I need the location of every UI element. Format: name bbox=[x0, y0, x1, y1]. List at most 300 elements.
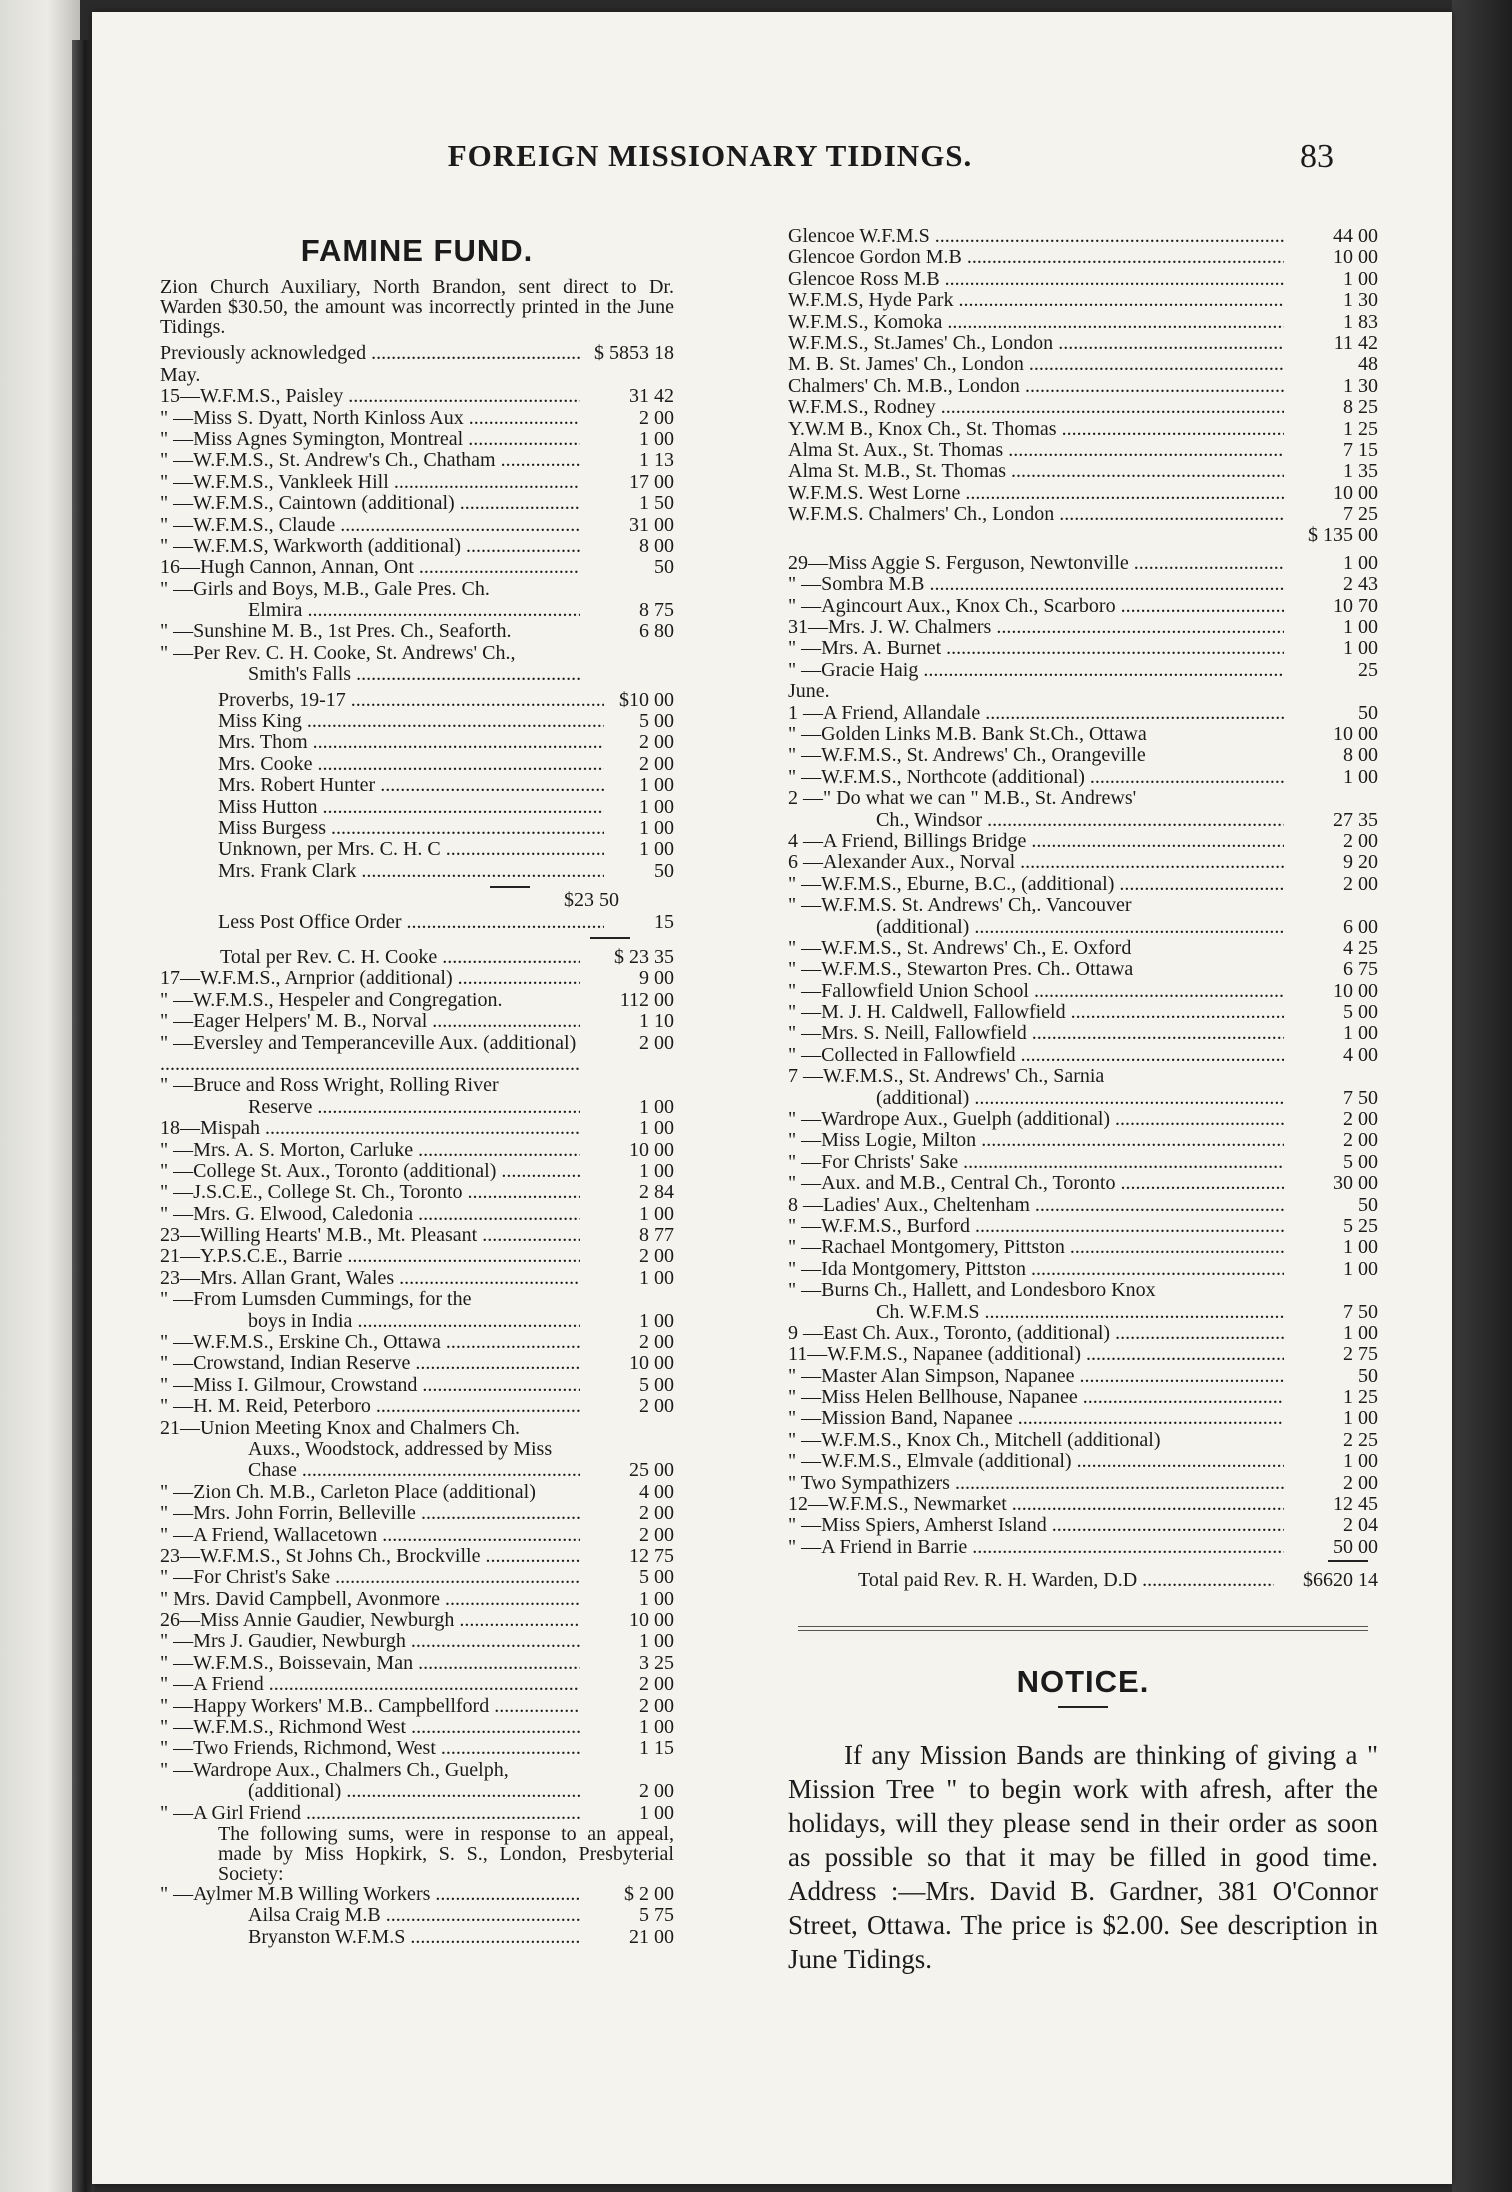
notice-title: NOTICE. bbox=[1016, 1663, 1150, 1699]
ledger-entry bbox=[160, 1439, 674, 1460]
entry-label: " —Bruce and Ross Wright, Rolling River bbox=[160, 1075, 499, 1097]
entry-label: Previously acknowledged ..... bbox=[160, 343, 580, 364]
entry-label: Chalmers' Ch. M.B., London ..... bbox=[788, 376, 1284, 397]
entry-amount: 2 04 bbox=[1343, 1514, 1378, 1537]
entry-label: Miss Hutton ..... bbox=[218, 797, 604, 818]
left-column bbox=[160, 233, 674, 1948]
entry-label: W.F.M.S, Hyde Park ..... bbox=[788, 290, 1284, 311]
entry-amount: 2 84 bbox=[639, 1181, 674, 1204]
ledger-entry bbox=[160, 450, 674, 471]
ledger-entry bbox=[160, 1418, 674, 1439]
entry-label: " —Eversley and Temperanceville Aux. (additional) ..... bbox=[160, 1033, 580, 1076]
ledger-entry bbox=[160, 1289, 674, 1310]
entry-amount: 10 00 bbox=[629, 1609, 674, 1632]
ledger-entry bbox=[788, 269, 1378, 290]
ledger-entry bbox=[160, 621, 674, 642]
entry-amount: 6 00 bbox=[1343, 915, 1378, 938]
entry-amount: 50 bbox=[1358, 1364, 1378, 1387]
book-gutter bbox=[72, 40, 94, 2192]
entry-amount: 9 00 bbox=[639, 967, 674, 990]
entry-label: " —W.F.M.S., Claude ..... bbox=[160, 515, 580, 536]
entry-amount: $ 2 00 bbox=[624, 1883, 674, 1905]
entry-amount: 5 25 bbox=[1343, 1214, 1378, 1237]
entry-amount: 1 00 bbox=[639, 1095, 674, 1118]
ledger-entry bbox=[160, 1225, 674, 1246]
entry-amount: 8 00 bbox=[1343, 744, 1378, 767]
ledger-entry bbox=[788, 1023, 1378, 1044]
entry-amount: 11 42 bbox=[1333, 331, 1378, 354]
ledger-entry bbox=[788, 617, 1378, 638]
ledger-entry bbox=[788, 333, 1378, 354]
entry-amount: 50 00 bbox=[1333, 1535, 1378, 1558]
entry-label: Proverbs, 19-17 ..... bbox=[218, 690, 604, 711]
entry-amount: 6 80 bbox=[639, 620, 674, 643]
ledger-entry bbox=[788, 1216, 1378, 1237]
ledger-entry bbox=[160, 1546, 674, 1567]
ledger-entry bbox=[160, 1268, 674, 1289]
ledger-entry bbox=[160, 797, 674, 818]
entry-label: " —W.F.M.S., Erskine Ch., Ottawa ..... bbox=[160, 1332, 580, 1353]
entry-amount: 1 00 bbox=[639, 1630, 674, 1653]
entry-amount: 1 00 bbox=[639, 817, 674, 839]
ledger-entry bbox=[788, 376, 1378, 397]
entry-amount: 12 75 bbox=[629, 1544, 674, 1567]
entry-label: " —Crowstand, Indian Reserve ..... bbox=[160, 1353, 580, 1374]
entry-label: Glencoe Gordon M.B ..... bbox=[788, 247, 1284, 268]
entry-amount: 1 00 bbox=[639, 1801, 674, 1824]
entry-label: " —Miss Logie, Milton ..... bbox=[788, 1130, 1284, 1151]
entry-label: " —Per Rev. C. H. Cooke, St. Andrews' Ch., bbox=[160, 642, 516, 664]
entry-amount: 30 00 bbox=[1333, 1172, 1378, 1195]
entry-label: " —Happy Workers' M.B.. Campbellford ..... bbox=[160, 1696, 580, 1717]
entry-amount: 5 00 bbox=[639, 1566, 674, 1589]
ledger-entry bbox=[788, 419, 1378, 440]
june-heading: June. bbox=[788, 680, 830, 703]
ledger-entry bbox=[788, 1537, 1378, 1558]
entry-label: " —Mrs. G. Elwood, Caledonia ..... bbox=[160, 1204, 580, 1225]
entry-label: " —W.F.M.S., Richmond West ..... bbox=[160, 1717, 580, 1738]
entry-amount: 2 00 bbox=[1343, 1129, 1378, 1152]
book-cover-edge bbox=[1452, 0, 1512, 2192]
ledger-entry bbox=[788, 981, 1378, 1002]
entry-label: " —W.F.M.S., Knox Ch., Mitchell (additional) bbox=[788, 1429, 1161, 1451]
ledger-entry bbox=[788, 1109, 1378, 1130]
appeal-total-row bbox=[788, 525, 1378, 546]
ledger-entry bbox=[160, 557, 674, 578]
may-entries-end bbox=[788, 553, 1378, 681]
entry-amount: 1 00 bbox=[1343, 1450, 1378, 1473]
entry-label: Auxs., Woodstock, addressed by Miss bbox=[248, 1438, 553, 1460]
entry-amount: 50 bbox=[1358, 1193, 1378, 1216]
entry-amount: 1 00 bbox=[639, 1716, 674, 1739]
entry-label: Glencoe Ross M.B ..... bbox=[788, 269, 1284, 290]
ledger-entry bbox=[160, 1631, 674, 1652]
entry-label: (additional) ..... bbox=[248, 1781, 580, 1802]
ledger-entry bbox=[160, 472, 674, 493]
ledger-entry bbox=[160, 1375, 674, 1396]
entry-label: " —W.F.M.S., St. Andrews' Ch., E. Oxford bbox=[788, 937, 1132, 959]
entry-label: 4 —A Friend, Billings Bridge ..... bbox=[788, 831, 1284, 852]
entry-amount: 1 15 bbox=[639, 1737, 674, 1760]
entry-amount: 1 00 bbox=[639, 795, 674, 818]
notice-body: If any Mission Bands are thinking of giving a " Mission Tree " to begin work with afresh, after the holidays, will they please send in their order as soon as possible so that it may be filled in good time. Address :—Mrs. David B. Gardner, 381 O'Connor Street, Ottawa. The price is $2.00. See description in June Tidings. bbox=[788, 1740, 1378, 1975]
entry-amount: 1 00 bbox=[639, 427, 674, 450]
ledger-entry bbox=[160, 1884, 674, 1905]
ledger-entry bbox=[788, 1002, 1378, 1023]
entry-label: Mrs. Thom ..... bbox=[218, 732, 604, 753]
entry-label: " —W.F.M.S., Eburne, B.C., (additional) ..... bbox=[788, 874, 1284, 895]
ledger-entry bbox=[160, 1118, 674, 1139]
entry-label: " —W.F.M.S., Stewarton Pres. Ch.. Ottawa bbox=[788, 959, 1134, 981]
ledger-entry bbox=[160, 600, 674, 621]
entry-label: 29—Miss Aggie S. Ferguson, Newtonville ..... bbox=[788, 553, 1284, 574]
entry-amount: 2 00 bbox=[1343, 1108, 1378, 1131]
ledger-entry bbox=[788, 1323, 1378, 1344]
ledger-entry bbox=[160, 1033, 674, 1076]
cooke-subtotal: $23 50 bbox=[564, 889, 619, 912]
ledger-entry bbox=[160, 1674, 674, 1695]
entry-label: 8 —Ladies' Aux., Cheltenham ..... bbox=[788, 1195, 1284, 1216]
entry-amount: 1 00 bbox=[1343, 1321, 1378, 1344]
ledger-entry bbox=[160, 515, 674, 536]
entry-amount: 31 00 bbox=[629, 513, 674, 536]
ledger-entry bbox=[788, 247, 1378, 268]
entry-label: " —J.S.C.E., College St. Ch., Toronto ..... bbox=[160, 1182, 580, 1203]
entry-amount: 50 bbox=[1358, 701, 1378, 724]
entry-label: " —Sunshine M. B., 1st Pres. Ch., Seaforth. bbox=[160, 621, 512, 643]
previously-acknowledged-row bbox=[160, 343, 674, 364]
entry-label: " —Rachael Montgomery, Pittston ..... bbox=[788, 1237, 1284, 1258]
ledger-entry bbox=[160, 1246, 674, 1267]
ledger-entry bbox=[788, 504, 1378, 525]
entry-label: Mrs. Robert Hunter ..... bbox=[218, 775, 604, 796]
ledger-entry bbox=[788, 397, 1378, 418]
entry-amount: 1 00 bbox=[1343, 1022, 1378, 1045]
entry-label: 6 —Alexander Aux., Norval ..... bbox=[788, 852, 1284, 873]
ledger-entry bbox=[788, 553, 1378, 574]
entry-amount: 1 00 bbox=[1343, 1257, 1378, 1280]
ledger-entry bbox=[160, 1161, 674, 1182]
entry-amount: 2 00 bbox=[639, 752, 674, 775]
entry-amount: 7 25 bbox=[1343, 503, 1378, 526]
subtotal-rule bbox=[490, 886, 530, 888]
ledger-entry bbox=[788, 290, 1378, 311]
entry-amount: 10 70 bbox=[1333, 594, 1378, 617]
entry-label: " —Master Alan Simpson, Napanee ..... bbox=[788, 1366, 1284, 1387]
entry-label: " —Miss I. Gilmour, Crowstand ..... bbox=[160, 1375, 580, 1396]
entry-amount: 1 00 bbox=[639, 838, 674, 861]
entry-amount: 2 25 bbox=[1343, 1428, 1378, 1451]
entry-amount: 1 00 bbox=[1343, 1236, 1378, 1259]
ledger-entry bbox=[788, 440, 1378, 461]
ledger-entry bbox=[160, 732, 674, 753]
entry-label: " —Girls and Boys, M.B., Gale Pres. Ch. bbox=[160, 578, 490, 600]
entry-amount: 2 00 bbox=[639, 731, 674, 754]
entry-amount: 1 25 bbox=[1343, 417, 1378, 440]
entry-label: Ch. W.F.M.S ..... bbox=[876, 1302, 1284, 1323]
may-entries bbox=[160, 386, 674, 685]
ledger-entry bbox=[788, 810, 1378, 831]
entry-label: 31—Mrs. J. W. Chalmers ..... bbox=[788, 617, 1284, 638]
entry-amount: $10 00 bbox=[619, 688, 674, 711]
ledger-entry bbox=[160, 1927, 674, 1948]
total-cooke-row: Total per Rev. C. H. Cooke ..... $ 23 35 bbox=[160, 947, 674, 968]
ledger-entry bbox=[160, 643, 674, 664]
ledger-entry bbox=[160, 408, 674, 429]
ledger-entry bbox=[160, 1610, 674, 1631]
entry-label: " —W.F.M.S., St. Andrew's Ch., Chatham ..... bbox=[160, 450, 580, 471]
entry-amount: 2 43 bbox=[1343, 573, 1378, 596]
entry-label: 23—Mrs. Allan Grant, Wales ..... bbox=[160, 1268, 580, 1289]
entry-amount: 50 bbox=[654, 859, 674, 882]
ledger-entry bbox=[788, 767, 1378, 788]
entry-label: " —W.F.M.S., Vankleek Hill ..... bbox=[160, 472, 580, 493]
ledger-entry bbox=[160, 1589, 674, 1610]
ledger-entry bbox=[160, 1482, 674, 1503]
ledger-entry bbox=[788, 852, 1378, 873]
entry-amount: 10 00 bbox=[1333, 481, 1378, 504]
ledger-entry bbox=[788, 1408, 1378, 1429]
entry-label: " —For Christs' Sake ..... bbox=[788, 1152, 1284, 1173]
entry-amount: 2 00 bbox=[1343, 1471, 1378, 1494]
entry-label: " —Sombra M.B ..... bbox=[788, 574, 1284, 595]
ledger-entry bbox=[788, 483, 1378, 504]
ledger-entry bbox=[160, 754, 674, 775]
subtotal-rule bbox=[590, 937, 630, 939]
entry-amount: 2 00 bbox=[639, 1031, 674, 1054]
ledger-entry bbox=[160, 1905, 674, 1926]
entry-label: Mrs. Frank Clark ..... bbox=[218, 861, 604, 882]
ledger-entry bbox=[788, 831, 1378, 852]
ledger-entry bbox=[160, 1781, 674, 1802]
ledger-entry bbox=[160, 386, 674, 407]
entry-label: Mrs. Cooke ..... bbox=[218, 754, 604, 775]
entry-label: 12—W.F.M.S., Newmarket ..... bbox=[788, 1494, 1284, 1515]
ledger-entry bbox=[788, 1344, 1378, 1365]
famine-fund-title: FAMINE FUND. bbox=[300, 233, 534, 268]
ledger-entry bbox=[160, 990, 674, 1011]
entry-amount: 3 25 bbox=[639, 1651, 674, 1674]
entry-label: 17—W.F.M.S., Arnprior (additional) ..... bbox=[160, 968, 580, 989]
entry-label: " —Collected in Fallowfield ..... bbox=[788, 1045, 1284, 1066]
entry-amount: 17 00 bbox=[629, 470, 674, 493]
ledger-entry bbox=[160, 1311, 674, 1332]
entry-amount: 4 00 bbox=[639, 1480, 674, 1503]
entry-label: " —Miss S. Dyatt, North Kinloss Aux ..... bbox=[160, 408, 580, 429]
june-entries bbox=[788, 703, 1378, 1559]
entry-amount: 1 00 bbox=[639, 1266, 674, 1289]
entry-label: " —H. M. Reid, Peterboro ..... bbox=[160, 1396, 580, 1417]
grand-total-row: Total paid Rev. R. H. Warden, D.D ..... $6620 14 bbox=[788, 1570, 1378, 1591]
entry-amount: 27 35 bbox=[1333, 808, 1378, 831]
ledger-entry bbox=[788, 226, 1378, 247]
entry-label: 7 —W.F.M.S., St. Andrews' Ch., Sarnia bbox=[788, 1066, 1105, 1088]
ledger-entry bbox=[160, 861, 674, 882]
ledger-entry bbox=[788, 959, 1378, 980]
ledger-entry bbox=[160, 1204, 674, 1225]
total-rule bbox=[1328, 1560, 1368, 1562]
entry-label: 9 —East Ch. Aux., Toronto, (additional) ..... bbox=[788, 1323, 1284, 1344]
ledger-entry bbox=[160, 1396, 674, 1417]
ledger-entry bbox=[788, 1494, 1378, 1515]
entry-label: M. B. St. James' Ch., London ..... bbox=[788, 354, 1284, 375]
ledger-entry bbox=[160, 536, 674, 557]
entry-label: " —Burns Ch., Hallett, and Londesboro Knox bbox=[788, 1280, 1156, 1302]
right-column bbox=[788, 226, 1378, 1976]
entry-amount: 4 00 bbox=[1343, 1043, 1378, 1066]
ledger-entry bbox=[788, 1130, 1378, 1151]
ledger-entry bbox=[160, 1075, 674, 1096]
entry-amount: 10 00 bbox=[1333, 246, 1378, 269]
entry-amount: 1 00 bbox=[639, 1159, 674, 1182]
entry-label: boys in India ..... bbox=[248, 1311, 580, 1332]
ledger-entry bbox=[788, 895, 1378, 916]
entry-amount: 7 50 bbox=[1343, 1086, 1378, 1109]
ledger-entry bbox=[788, 1430, 1378, 1451]
entry-label: " —A Girl Friend ..... bbox=[160, 1803, 580, 1824]
entry-label: " —Wardrope Aux., Chalmers Ch., Guelph, bbox=[160, 1759, 509, 1781]
entry-amount: 1 13 bbox=[639, 449, 674, 472]
entry-label: Unknown, per Mrs. C. H. C ..... bbox=[218, 839, 604, 860]
entry-label: (additional) ..... bbox=[876, 1088, 1284, 1109]
entry-label: " —A Friend ..... bbox=[160, 1674, 580, 1695]
ledger-entry bbox=[788, 1366, 1378, 1387]
entry-label: 18—Mispah ..... bbox=[160, 1118, 580, 1139]
entry-label: Alma St. M.B., St. Thomas ..... bbox=[788, 461, 1284, 482]
entry-label: " —College St. Aux., Toronto (additional) ..... bbox=[160, 1161, 580, 1182]
entry-amount: 1 00 bbox=[1343, 267, 1378, 290]
ledger-entry bbox=[160, 968, 674, 989]
ledger-entry bbox=[160, 1140, 674, 1161]
entry-amount: 1 00 bbox=[639, 774, 674, 797]
entry-amount: 1 00 bbox=[639, 1202, 674, 1225]
entry-amount: 1 00 bbox=[639, 1309, 674, 1332]
entry-amount: 2 00 bbox=[639, 1780, 674, 1803]
ledger-entry bbox=[788, 1173, 1378, 1194]
ledger-entry bbox=[160, 818, 674, 839]
entry-amount: 2 00 bbox=[639, 1673, 674, 1696]
entry-amount: 1 83 bbox=[1343, 310, 1378, 333]
entry-label: Alma St. Aux., St. Thomas ..... bbox=[788, 440, 1284, 461]
ledger-entry bbox=[160, 839, 674, 860]
entry-label: " —Ida Montgomery, Pittston ..... bbox=[788, 1259, 1284, 1280]
entry-amount: 6 75 bbox=[1343, 958, 1378, 981]
entry-label: " —Fallowfield Union School ..... bbox=[788, 981, 1284, 1002]
entry-label: " —W.F.M.S. St. Andrews' Ch,. Vancouver bbox=[788, 895, 1132, 917]
entry-amount: 2 00 bbox=[639, 1502, 674, 1525]
entry-label: " —Aylmer M.B Willing Workers ..... bbox=[160, 1884, 580, 1905]
ledger-entry bbox=[160, 429, 674, 450]
entry-label: " —Eager Helpers' M. B., Norval ..... bbox=[160, 1011, 580, 1032]
entry-amount: 8 75 bbox=[639, 599, 674, 622]
ledger-entry bbox=[160, 493, 674, 514]
entry-label: Bryanston W.F.M.S ..... bbox=[248, 1927, 580, 1948]
ledger-entry bbox=[788, 788, 1378, 809]
entry-amount: 44 00 bbox=[1333, 225, 1378, 247]
ledger-entry bbox=[160, 1525, 674, 1546]
facing-page-edge bbox=[0, 0, 80, 2192]
running-head: FOREIGN MISSIONARY TIDINGS. bbox=[447, 138, 973, 173]
ledger-entry bbox=[788, 1195, 1378, 1216]
entry-label: Elmira ..... bbox=[248, 600, 580, 621]
entry-label: " —W.F.M.S., Elmvale (additional) ..... bbox=[788, 1451, 1284, 1472]
may-heading: May. bbox=[160, 363, 201, 386]
entry-amount: 48 bbox=[1358, 353, 1378, 376]
ledger-entry bbox=[788, 1302, 1378, 1323]
entry-label: " —Golden Links M.B. Bank St.Ch., Ottawa bbox=[788, 723, 1147, 745]
entry-amount: 2 00 bbox=[639, 1395, 674, 1418]
ledger-entry bbox=[788, 660, 1378, 681]
entry-label: Miss King ..... bbox=[218, 711, 604, 732]
entry-amount: 2 00 bbox=[639, 1694, 674, 1717]
entry-amount: 25 bbox=[1358, 658, 1378, 681]
entry-label: " —A Friend in Barrie ..... bbox=[788, 1537, 1284, 1558]
ledger-entry bbox=[788, 874, 1378, 895]
section-divider bbox=[798, 1626, 1368, 1631]
entry-label: W.F.M.S., Rodney ..... bbox=[788, 397, 1284, 418]
entry-label: Glencoe W.F.M.S ..... bbox=[788, 226, 1284, 247]
entry-amount: 1 00 bbox=[639, 1117, 674, 1140]
entry-amount: 1 50 bbox=[639, 492, 674, 515]
entry-label: 23—Willing Hearts' M.B., Mt. Pleasant ..... bbox=[160, 1225, 580, 1246]
entry-label: " —Mrs J. Gaudier, Newburgh ..... bbox=[160, 1631, 580, 1652]
ledger-entry bbox=[788, 745, 1378, 766]
ledger-entry bbox=[788, 1237, 1378, 1258]
ledger-entry bbox=[788, 917, 1378, 938]
appeal-entries-continued bbox=[788, 226, 1378, 525]
entry-label: " —From Lumsden Cummings, for the bbox=[160, 1289, 472, 1311]
entry-label: " —Mrs. A. S. Morton, Carluke ..... bbox=[160, 1140, 580, 1161]
ledger-entry bbox=[788, 938, 1378, 959]
ledger-entry bbox=[788, 1280, 1378, 1301]
entry-amount: 7 15 bbox=[1343, 438, 1378, 461]
ledger-entry bbox=[160, 1653, 674, 1674]
entry-amount: 5 75 bbox=[639, 1904, 674, 1927]
entry-amount: 1 25 bbox=[1343, 1386, 1378, 1409]
entry-label: " Mrs. David Campbell, Avonmore ..... bbox=[160, 1589, 580, 1610]
entry-amount: 31 42 bbox=[629, 385, 674, 408]
entry-amount: 1 00 bbox=[639, 1587, 674, 1610]
entry-label: " —Agincourt Aux., Knox Ch., Scarboro ..... bbox=[788, 596, 1284, 617]
notice-dash bbox=[1058, 1706, 1108, 1708]
entry-label: " —Miss Agnes Symington, Montreal ..... bbox=[160, 429, 580, 450]
entry-amount: 10 00 bbox=[1333, 722, 1378, 745]
entry-label: " —Aux. and M.B., Central Ch., Toronto ..... bbox=[788, 1173, 1284, 1194]
ledger-entry bbox=[788, 724, 1378, 745]
entry-label: Reserve ..... bbox=[248, 1097, 580, 1118]
entry-label: " —Mrs. A. Burnet ..... bbox=[788, 638, 1284, 659]
entry-label: " —For Christ's Sake ..... bbox=[160, 1567, 580, 1588]
entry-label: Chase ..... bbox=[248, 1460, 580, 1481]
entry-amount: 8 00 bbox=[639, 534, 674, 557]
ledger-entry bbox=[160, 1182, 674, 1203]
entry-label: 23—W.F.M.S., St Johns Ch., Brockville ..... bbox=[160, 1546, 580, 1567]
cooke-sub-list bbox=[160, 690, 674, 883]
ledger-entry bbox=[788, 703, 1378, 724]
entry-label: " —Miss Helen Bellhouse, Napanee ..... bbox=[788, 1387, 1284, 1408]
ledger-entry bbox=[160, 775, 674, 796]
entry-amount: 10 00 bbox=[629, 1352, 674, 1375]
entry-label: Ailsa Craig M.B ..... bbox=[248, 1905, 580, 1926]
ledger-entry bbox=[788, 638, 1378, 659]
entry-amount: 1 00 bbox=[1343, 1407, 1378, 1430]
entry-amount: 7 50 bbox=[1343, 1300, 1378, 1323]
entry-label: " —Mrs. S. Neill, Fallowfield ..... bbox=[788, 1023, 1284, 1044]
entry-amount: 12 45 bbox=[1333, 1493, 1378, 1516]
entry-amount: 10 00 bbox=[629, 1138, 674, 1161]
entry-amount: 5 00 bbox=[639, 1373, 674, 1396]
entry-label: " —W.F.M.S, Warkworth (additional) ..... bbox=[160, 536, 580, 557]
